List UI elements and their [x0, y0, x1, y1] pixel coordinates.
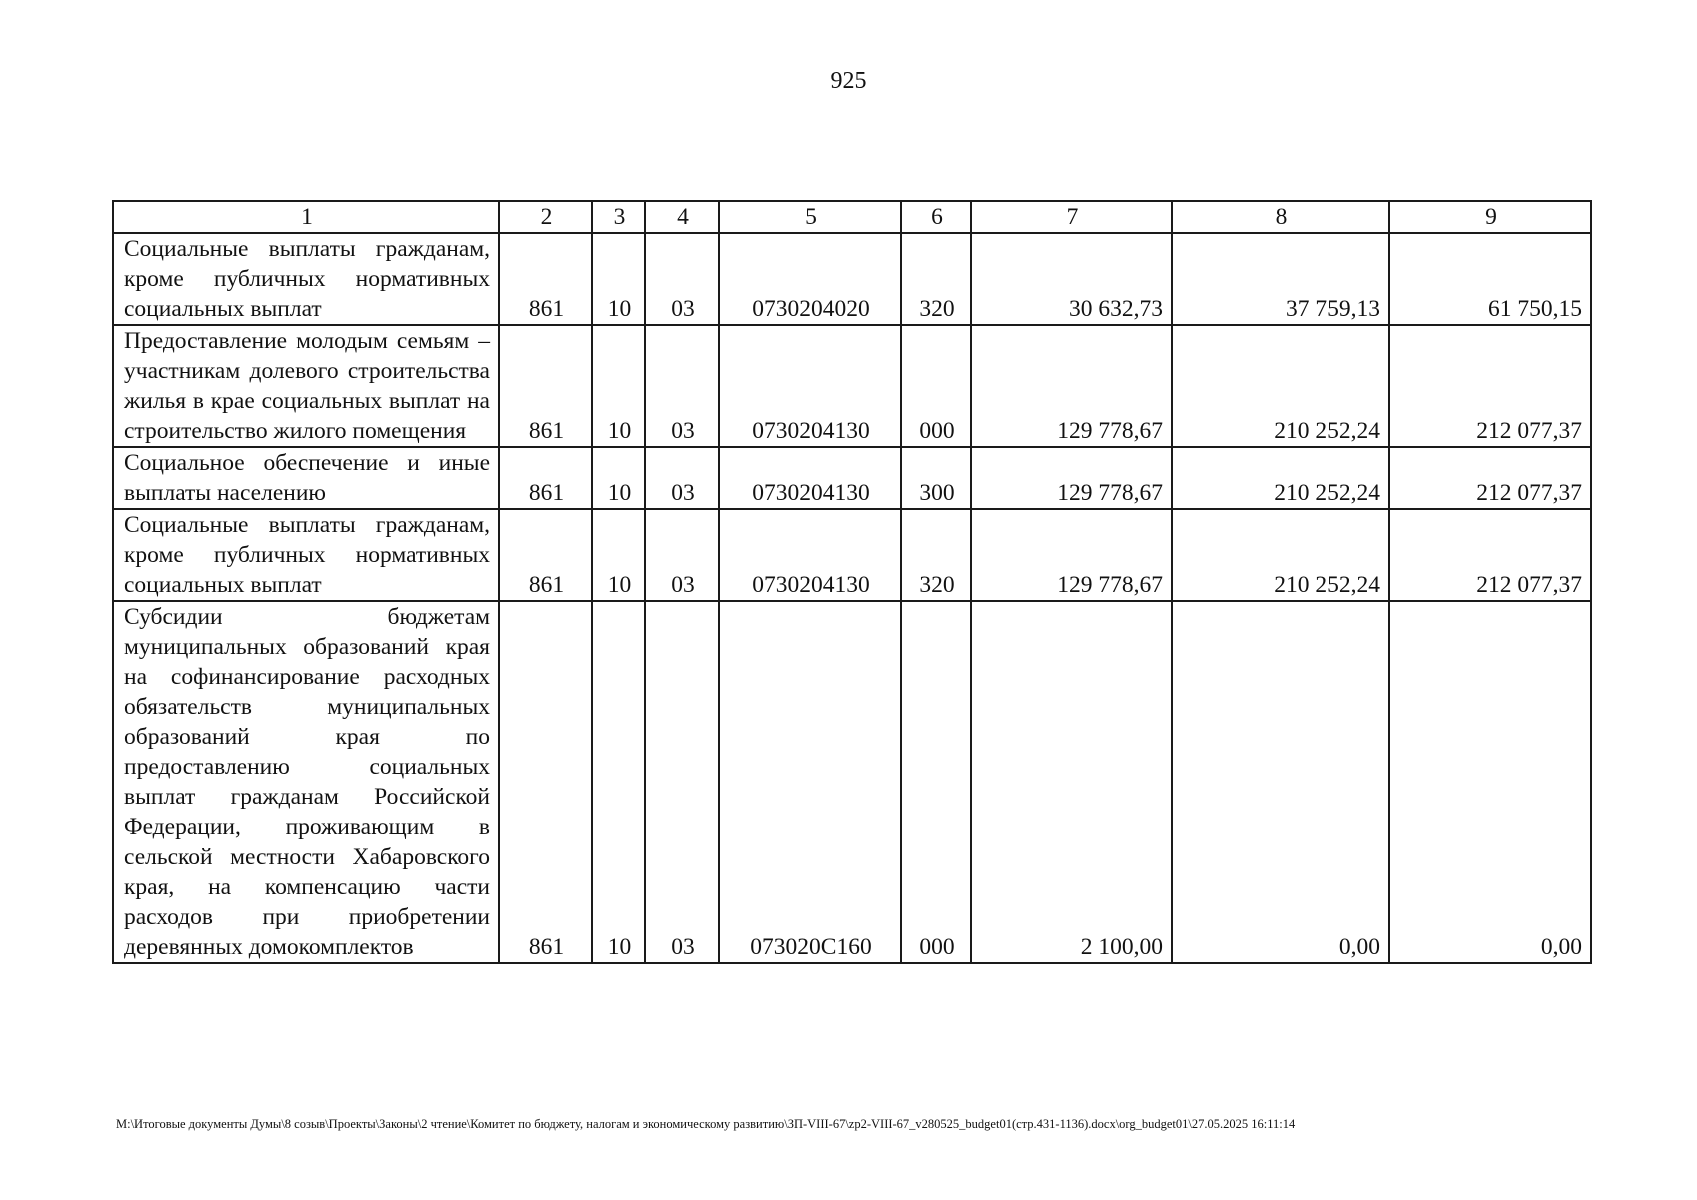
cell-expense-type: 000: [901, 601, 971, 963]
cell-subsection: 03: [645, 233, 719, 325]
cell-amount-col8: 210 252,24: [1172, 447, 1389, 509]
column-header-2: 2: [499, 201, 592, 233]
cell-amount-col8: 210 252,24: [1172, 325, 1389, 447]
column-header-9: 9: [1389, 201, 1591, 233]
cell-amount-col7: 129 778,67: [971, 325, 1172, 447]
cell-amount-col9: 212 077,37: [1389, 447, 1591, 509]
cell-subsection: 03: [645, 601, 719, 963]
cell-subsection: 03: [645, 325, 719, 447]
table-row: [113, 233, 1591, 325]
table-row: [113, 447, 1591, 509]
cell-target-article: 0730204130: [719, 325, 901, 447]
column-header-3: 3: [592, 201, 645, 233]
table-row: [113, 325, 1591, 447]
file-path-footer: M:\Итоговые документы Думы\8 созыв\Проекты\Законы\2 чтение\Комитет по бюджету, налогам и экономическому развитию\ЗП-VIII-67\zp2-VIII-67_v280525_budget01(стр.431-1136).docx\org_budget01\27.05.2025 16:11:14: [116, 1117, 1296, 1131]
cell-expense-type: 320: [901, 233, 971, 325]
cell-target-article: 0730204130: [719, 509, 901, 601]
cell-amount-col9: 0,00: [1389, 601, 1591, 963]
cell-admin-code: 861: [499, 447, 592, 509]
column-header-5: 5: [719, 201, 901, 233]
column-header-6: 6: [901, 201, 971, 233]
table-row: [113, 509, 1591, 601]
cell-amount-col9: 212 077,37: [1389, 325, 1591, 447]
row-description: Субсидии бюджетам муниципальных образований края на софинансирование расходных обязательств муниципальных образований края по предоставлению социальных выплат гражданам Российской Федерации, проживающим в сельской местности Хабаровского края, на компенсацию части расходов при приобретении деревянных домокомплектов: [113, 601, 499, 963]
cell-amount-col9: 61 750,15: [1389, 233, 1591, 325]
cell-subsection: 03: [645, 509, 719, 601]
header-row: [113, 201, 1591, 233]
cell-expense-type: 320: [901, 509, 971, 601]
cell-section: 10: [592, 601, 645, 963]
cell-admin-code: 861: [499, 233, 592, 325]
table-row: [113, 601, 1591, 963]
cell-expense-type: 000: [901, 325, 971, 447]
cell-amount-col9: 212 077,37: [1389, 509, 1591, 601]
column-header-1: 1: [113, 201, 499, 233]
cell-expense-type: 300: [901, 447, 971, 509]
cell-target-article: 0730204130: [719, 447, 901, 509]
cell-amount-col7: 129 778,67: [971, 447, 1172, 509]
cell-section: 10: [592, 509, 645, 601]
row-description: Предоставление молодым семьям – участникам долевого строительства жилья в крае социальных выплат на строительство жилого помещения: [113, 325, 499, 447]
row-description: Социальное обеспечение и иные выплаты населению: [113, 447, 499, 509]
cell-section: 10: [592, 233, 645, 325]
cell-section: 10: [592, 447, 645, 509]
cell-target-article: 073020С160: [719, 601, 901, 963]
cell-admin-code: 861: [499, 509, 592, 601]
row-description: Социальные выплаты гражданам, кроме публичных нормативных социальных выплат: [113, 509, 499, 601]
column-header-7: 7: [971, 201, 1172, 233]
cell-admin-code: 861: [499, 601, 592, 963]
page-number: 925: [830, 68, 867, 94]
cell-amount-col7: 2 100,00: [971, 601, 1172, 963]
cell-amount-col8: 210 252,24: [1172, 509, 1389, 601]
cell-amount-col7: 129 778,67: [971, 509, 1172, 601]
cell-amount-col8: 37 759,13: [1172, 233, 1389, 325]
cell-admin-code: 861: [499, 325, 592, 447]
row-description: Социальные выплаты гражданам, кроме публичных нормативных социальных выплат: [113, 233, 499, 325]
column-header-8: 8: [1172, 201, 1389, 233]
cell-target-article: 0730204020: [719, 233, 901, 325]
cell-subsection: 03: [645, 447, 719, 509]
column-header-4: 4: [645, 201, 719, 233]
cell-amount-col7: 30 632,73: [971, 233, 1172, 325]
cell-section: 10: [592, 325, 645, 447]
cell-amount-col8: 0,00: [1172, 601, 1389, 963]
budget-table: [112, 200, 1592, 964]
